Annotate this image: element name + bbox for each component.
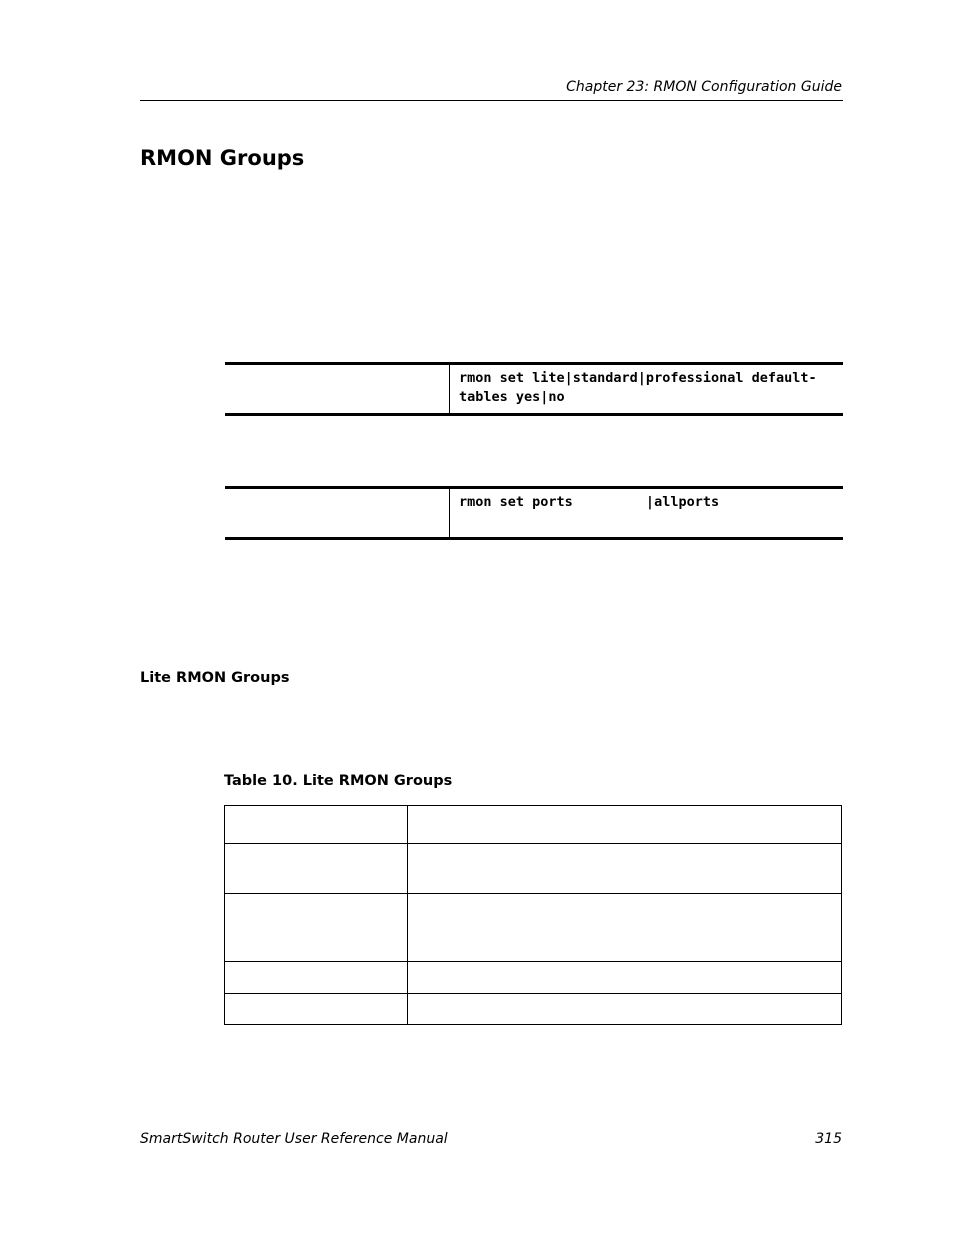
table-row (225, 806, 842, 844)
section-heading: Lite RMON Groups (140, 670, 290, 686)
command-syntax-2: rmon set ports |allports (459, 494, 720, 510)
command-table-2-label-cell (225, 489, 450, 537)
table-cell (225, 844, 408, 894)
table-cell (408, 962, 842, 994)
header-rule (140, 100, 843, 101)
table-caption: Table 10. Lite RMON Groups (224, 773, 453, 789)
command-table-1 (225, 362, 843, 416)
table-row (225, 994, 842, 1025)
table-row (225, 962, 842, 994)
table-cell (225, 806, 408, 844)
page-number: 315 (815, 1131, 842, 1147)
table-cell (408, 994, 842, 1025)
command-table-1-label-cell (225, 365, 450, 413)
table-cell (408, 894, 842, 962)
table-cell (225, 894, 408, 962)
command-table-2 (225, 486, 843, 540)
table-cell (408, 844, 842, 894)
command-syntax-1: rmon set lite|standard|professional default-tables yes|no (459, 370, 817, 405)
table-cell (408, 806, 842, 844)
table-cell (225, 962, 408, 994)
table-row (225, 894, 842, 962)
footer-manual-title: SmartSwitch Router User Reference Manual (140, 1131, 448, 1147)
page-title: RMON Groups (140, 146, 305, 170)
table-cell (225, 994, 408, 1025)
table-row (225, 844, 842, 894)
lite-rmon-groups-table (224, 805, 842, 1025)
running-header: Chapter 23: RMON Configuration Guide (566, 79, 842, 95)
